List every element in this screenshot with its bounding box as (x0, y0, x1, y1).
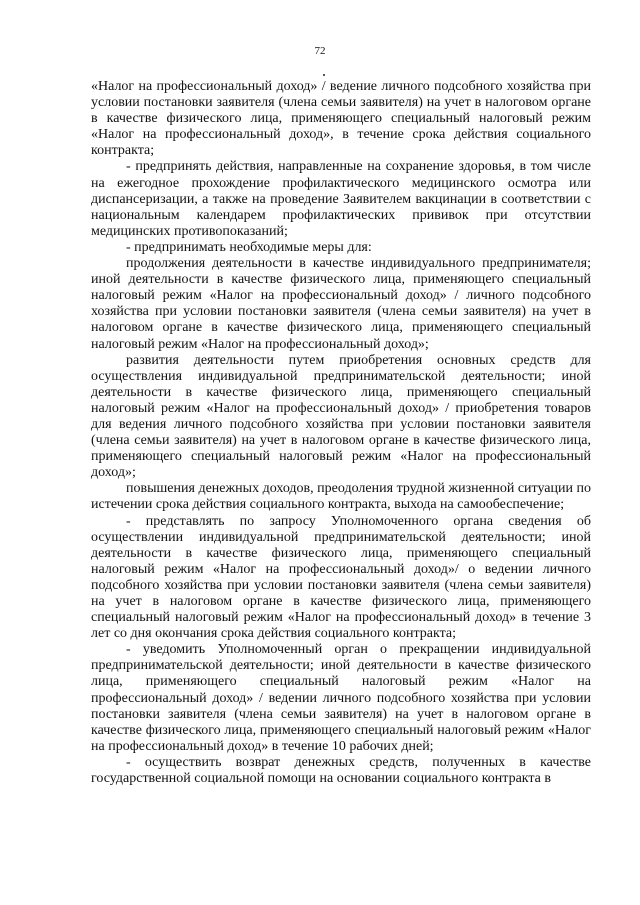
paragraph-notify-termination: - уведомить Уполномоченный орган о прекращении индивидуальной предпринимательской деятельности; иной деятельности в качестве физического лица, применяющего специальный налоговый режим «Налог на профессиональный доход» / ведении личного подсобного хозяйства при условии постановки заявителя (члена семьи заявителя) на учет в налоговом органе в качестве физического лица, применяющего специальный налоговый режим «Налог на профессиональный доход» в течение 10 рабочих дней; (91, 642, 591, 754)
page-number: 72 (314, 45, 326, 57)
paragraph-continue-activity: продолжения деятельности в качестве индивидуального предпринимателя; иной деятельности в качестве физического лица, применяющего специальный налоговый режим «Налог на профессиональный доход» / личного подсобного хозяйства при условии постановки заявителя (члена семьи заявителя) на учет в налоговом органе в качестве физического лица, применяющего специальный налоговый режим «Налог на профессиональный доход»; (91, 256, 591, 352)
paragraph-develop-activity: развития деятельности путем приобретения основных средств для осуществления индивидуальной предпринимательской деятельности; иной деятельности в качестве физического лица, применяющего специальный налоговый режим «Налог на профессиональный доход» / приобретения товаров для ведения личного подсобного хозяйства при условии постановки заявителя (члена семьи заявителя) на учет в налоговом органе в качестве физического лица, применяющего специальный налоговый режим «Налог на профессиональный доход»; (91, 352, 591, 481)
document-body (91, 79, 591, 787)
paragraph-continuation: «Налог на профессиональный доход» / ведение личного подсобного хозяйства при условии постановки заявителя (члена семьи заявителя) на учет в налоговом органе в качестве физического лица, применяющего специальный налоговый режим «Налог на профессиональный доход», в течение срока действия социального контракта; (91, 79, 591, 159)
paragraph-increase-income: повышения денежных доходов, преодоления трудной жизненной ситуации по истечении срока действия социального контракта, выхода на самообеспечение; (91, 481, 591, 513)
paragraph-provide-information: - представлять по запросу Уполномоченного органа сведения об осуществлении индивидуальной предпринимательской деятельности; иной деятельности в качестве физического лица, применяющего специальный налоговый режим «Налог на профессиональный доход»/ о ведении личного подсобного хозяйства при условии постановки заявителя (члена семьи заявителя) на учет в налоговом органе в качестве физического лица, применяющего специальный налоговый режим «Налог на профессиональный доход» в течение 3 лет со дня окончания срока действия социального контракта; (91, 513, 591, 642)
paragraph-return-funds: - осуществить возврат денежных средств, полученных в качестве государственной социальной помощи на основании социального контракта в (91, 754, 591, 787)
scan-artifact-dot (323, 74, 325, 76)
paragraph-measures-intro: - предпринимать необходимые меры для: (126, 239, 372, 255)
paragraph-health-obligation: - предпринять действия, направленные на сохранение здоровья, в том числе на ежегодное прохождение профилактического медицинского осмотра или диспансеризации, а также на проведение Заявителем вакцинации в соответствии с национальным календарем профилактических прививок при отсутствии медицинских противопоказаний; (91, 159, 591, 239)
